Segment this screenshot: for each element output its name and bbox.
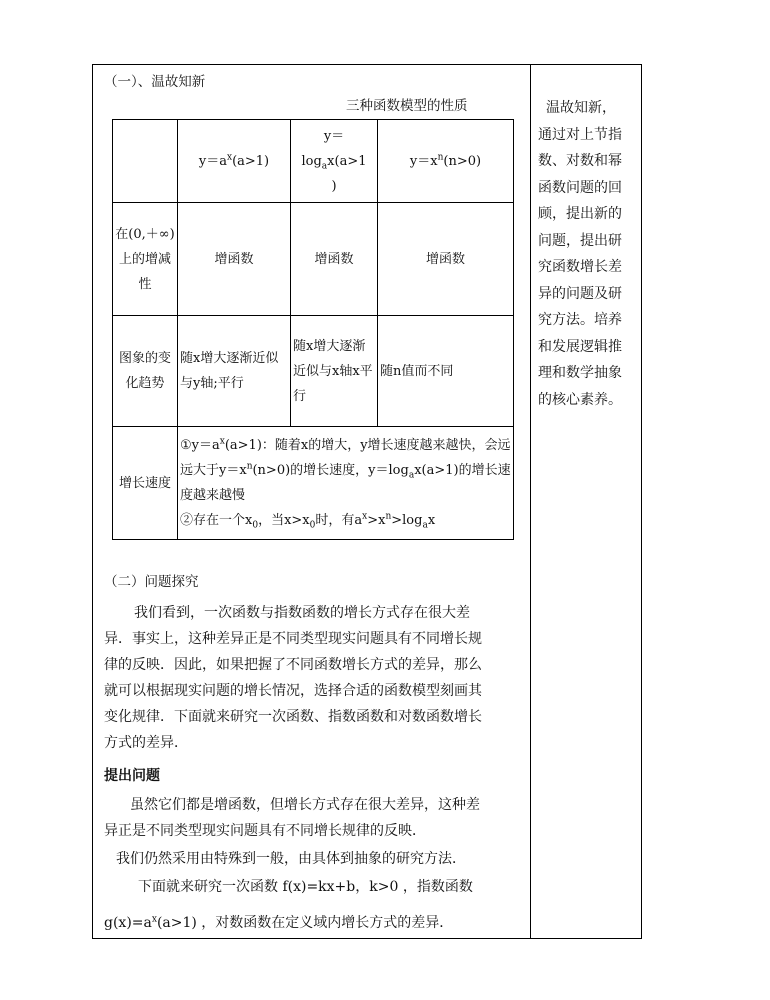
side-line: 究函数增长差 <box>538 259 622 275</box>
header-exp: $y=a^x(a>1)$ <box>178 120 291 203</box>
paragraph-3: 我们仍然采用由特殊到一般，由具体到抽象的研究方法． <box>116 851 466 867</box>
row-monotonic-log: 增函数 <box>291 203 378 316</box>
side-commentary <box>538 95 638 413</box>
para1-line: 我们看到，一次函数与指数函数的增长方式存在很大差 <box>134 605 470 621</box>
para1-line: 就可以根据现实问题的增长情况，选择合适的函数模型刻画其 <box>104 683 482 699</box>
row-monotonic-exp: 增函数 <box>178 203 291 316</box>
paragraph-2 <box>104 792 524 844</box>
table-caption: 三种函数模型的性质 <box>346 98 468 114</box>
side-line: 通过对上节指 <box>538 126 622 143</box>
side-line: 理和数学抽象 <box>538 365 622 381</box>
row-monotonic-power: 增函数 <box>378 203 514 316</box>
paragraph-5: $g(x)=a^x(a>1)$ ，对数函数在定义域内增长方式的差异． <box>104 914 454 931</box>
row-trend-label: 图象的变化趋势 <box>113 316 178 427</box>
side-line: 异的问题及研 <box>538 285 622 302</box>
para2-line: 虽然它们都是增函数，但增长方式存在很大差异，这种差 <box>130 797 480 813</box>
row-speed-content: $①y=a^x(a>1)$：随着x的增大，y增长速度越来越快，会远远大于$y=x^n(n>0)$的增长速度，$y=\log_ax(a>1)$的增长速度越来越慢 ②存在一个$x_0$，当$x>x_0$时，有$a^x>x^n>\log_ax$ <box>178 427 514 540</box>
row-trend-exp: 随x增大逐渐近似与y轴;平行 <box>178 316 291 427</box>
row-monotonic-label: 在(0,＋∞)上的增减性 <box>113 203 178 316</box>
header-power: $y=x^n(n>0)$ <box>378 120 514 203</box>
side-line: 究方法。培养 <box>538 312 622 328</box>
paragraph-1 <box>104 600 524 756</box>
header-log: y＝ $\log_ax(a>1$ ) <box>291 120 378 203</box>
para1-line: 变化规律．下面就来研究一次函数、指数函数和对数函数增长 <box>104 709 482 725</box>
side-line: 顾，提出新的 <box>538 206 622 222</box>
bold-heading: 提出问题 <box>104 768 160 784</box>
side-line: 问题，提出研 <box>538 232 622 249</box>
table-corner-cell <box>113 120 178 203</box>
row-trend-log: 随x增大逐渐近似与x轴x平行 <box>291 316 378 427</box>
side-line: 和发展逻辑推 <box>538 338 622 355</box>
side-line: 温故知新， <box>546 100 616 116</box>
side-line: 函数问题的回 <box>538 179 622 196</box>
column-divider <box>530 64 531 939</box>
function-properties-table <box>112 119 514 540</box>
row-speed-label: 增长速度 <box>113 427 178 540</box>
side-line: 的核心素养。 <box>538 391 622 408</box>
section2-title: （二）问题探究 <box>104 574 199 590</box>
side-line: 数、对数和幂 <box>538 153 622 169</box>
para1-line: 方式的差异． <box>104 735 188 751</box>
para1-line: 律的反映．因此，如果把握了不同函数增长方式的差异，那么 <box>104 657 482 673</box>
paragraph-4: 下面就来研究一次函数 f(x)=kx+b，k>0 ，指数函数 <box>138 879 473 895</box>
para2-line: 异正是不同类型现实问题具有不同增长规律的反映． <box>104 823 426 839</box>
row-trend-power: 随n值而不同 <box>378 316 514 427</box>
para1-line: 异．事实上，这种差异正是不同类型现实问题具有不同增长规 <box>104 631 482 647</box>
section1-title: （一）、温故知新 <box>104 74 206 90</box>
